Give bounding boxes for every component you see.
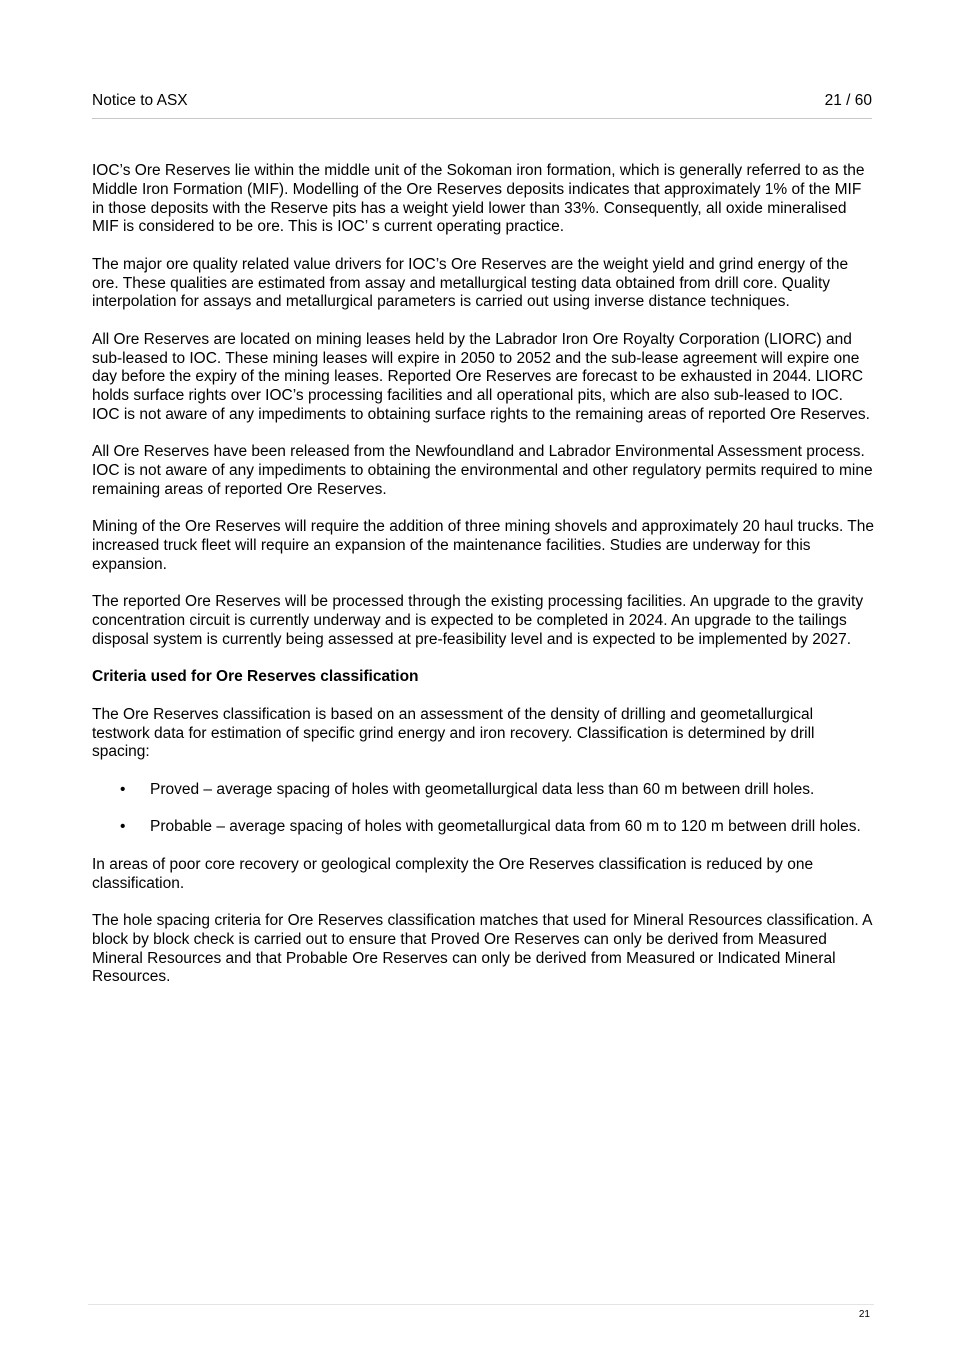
page-footer bbox=[88, 1304, 874, 1320]
page-number: 21 / 60 bbox=[824, 92, 872, 109]
paragraph: In areas of poor core recovery or geological complexity the Ore Reserves classification is reduced by one classification. bbox=[92, 855, 814, 892]
paragraph: The hole spacing criteria for Ore Reserves classification matches that used for Mineral Resources classification. A block by block check is carried out to ensure that Proved Ore Reserves can only be derived from Measured Mineral Resources and that Probable Ore Reserves can only be derived from Measured or Indicated Mineral Resources. bbox=[92, 912, 872, 986]
list-item-text: Probable – average spacing of holes with geometallurgical data from 60 m to 120 m between drill holes. bbox=[150, 818, 861, 836]
bullet-icon: • bbox=[120, 818, 126, 836]
document-body bbox=[92, 162, 874, 1006]
paragraph: The reported Ore Reserves will be processed through the existing processing facilities. An upgrade to the gravity concentration circuit is currently underway and is expected to be completed in 2024. An upgrade to the tailings disposal system is currently being assessed at pre-feasibility level and is expected to be implemented by 2027. bbox=[92, 593, 864, 648]
bullet-list bbox=[92, 781, 874, 837]
section-heading: Criteria used for Ore Reserves classification bbox=[92, 668, 419, 686]
footer-page-number: 21 bbox=[858, 1309, 870, 1320]
paragraph: Mining of the Ore Reserves will require the addition of three mining shovels and approximately 20 haul trucks. The increased truck fleet will require an expansion of the maintenance facilities. Studies are underway for this expansion. bbox=[92, 518, 875, 573]
list-item bbox=[92, 781, 874, 800]
paragraph: The Ore Reserves classification is based on an assessment of the density of drilling and geometallurgical testwork data for estimation of specific grind energy and iron recovery. Classification is determined by drill spacing: bbox=[92, 705, 815, 761]
paragraph: All Ore Reserves are located on mining leases held by the Labrador Iron Ore Royalty Corporation (LIORC) and sub-leased to IOC. These mining leases will expire in 2050 to 2052 and the sub-lease agreement will expire one day before the expiry of the mining leases. Reported Ore Reserves are forecast to be exhausted in 2044. LIORC holds surface rights over IOC’s processing facilities and all operational pits, which are also sub-leased to IOC. IOC is not aware of any impediments to obtaining surface rights to the remaining areas of reported Ore Reserves. bbox=[92, 330, 870, 423]
paragraph: The major ore quality related value drivers for IOC’s Ore Reserves are the weight yield and grind energy of the ore. These qualities are estimated from assay and metallurgical testing data obtained from drill core. Quality interpolation for assays and metallurgical parameters is carried out using inverse distance techniques. bbox=[92, 255, 849, 311]
paragraph: All Ore Reserves have been released from the Newfoundland and Labrador Environmental Assessment process. IOC is not aware of any impediments to obtaining the environmental and other regulatory permits required to mine remaining areas of reported Ore Reserves. bbox=[92, 443, 873, 498]
page-header bbox=[92, 92, 872, 119]
list-item-text: Proved – average spacing of holes with geometallurgical data less than 60 m between drill holes. bbox=[150, 780, 815, 798]
bullet-icon: • bbox=[120, 780, 126, 798]
list-item bbox=[92, 818, 874, 837]
paragraph: IOC’s Ore Reserves lie within the middle unit of the Sokoman iron formation, which is generally referred to as the Middle Iron Formation (MIF). Modelling of the Ore Reserves deposits indicates that approximately 1% of the MIF in those deposits with the Reserve pits has a weight yield lower than 33%. Consequently, all oxide mineralised MIF is considered to be ore. This is IOC’ s current operating practice. bbox=[92, 162, 865, 236]
document-title: Notice to ASX bbox=[92, 92, 188, 109]
